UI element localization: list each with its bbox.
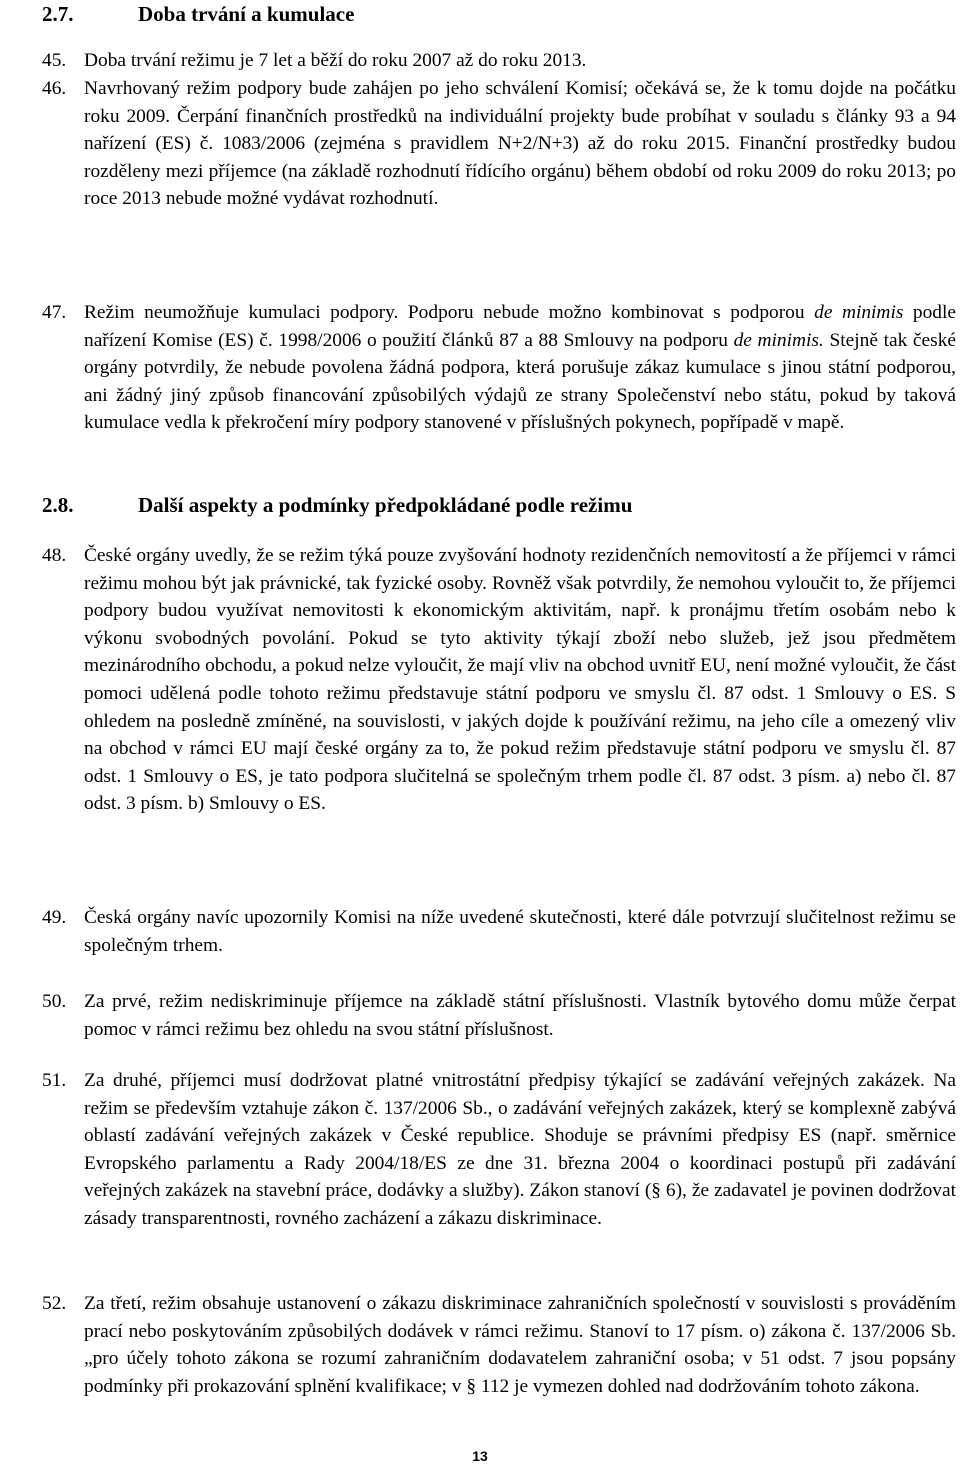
section-heading-2-8 — [42, 492, 632, 519]
paragraph-49 — [42, 904, 956, 959]
paragraph-text-part-2: podle nařízení Komise (ES) č. 1998/2006 o použití článků 87 a 88 Smlouvy na podporu — [84, 302, 956, 351]
paragraph-text: Za třetí, režim obsahuje ustanovení o zákazu diskriminace zahraničních společností v souvislosti s prováděním prací nebo poskytováním způsobilých dodávek v rámci režimu. Stanoví to 17 písm. o) zákona č. 137/2006 Sb. „pro účely tohoto zákona se rozumí zahraničním dodavatelem zahraniční osoba; v 51 odst. 7 jsou popsány podmínky při prokazování splnění kvalifikace; v § 112 je vymezen dohled nad dodržováním tohoto zákona. — [84, 1293, 956, 1397]
paragraph-text: Doba trvání režimu je 7 let a běží do roku 2007 až do roku 2013. — [84, 50, 587, 71]
paragraph-47 — [42, 299, 956, 437]
paragraph-48 — [42, 542, 956, 818]
paragraph-text: České orgány uvedly, že se režim týká pouze zvyšování hodnoty rezidenčních nemovitostí a že příjemci v rámci režimu mohou být jak právnické, tak fyzické osoby. Rovněž však potvrdily, že nemohou vyloučit to, že příjemci podpory budou využívat nemovitosti k ekonomickým aktivitám, např. k pronájmu třetím osobám nebo k výkonu svobodných povolání. Pokud se tyto aktivity týkají zboží nebo služeb, jež jsou předmětem mezinárodního obchodu, a pokud nelze vyloučit, že mají vliv na obchod uvnitř EU, není možné vyloučit, že část pomoci udělená podle tohoto režimu představuje státní podporu ve smyslu čl. 87 odst. 1 Smlouvy o ES. S ohledem na posledně zmíněné, na souvislosti, v jakých dojde k používání režimu, na jeho cíle a omezený vliv na obchod v rámci EU mají české orgány za to, že pokud režim představuje státní podporu ve smyslu čl. 87 odst. 1 Smlouvy o ES, je tato podpora slučitelná se společným trhem podle čl. 87 odst. 3 písm. a) nebo čl. 87 odst. 3 písm. b) Smlouvy o ES. — [84, 545, 956, 815]
paragraph-number: 50. — [42, 991, 67, 1012]
paragraph-45 — [42, 47, 956, 75]
section-title: Doba trvání a kumulace — [138, 2, 355, 26]
paragraph-text-part-1: Režim neumožňuje kumulaci podpory. Podporu nebude možno kombinovat s podporou — [84, 302, 815, 323]
paragraph-52 — [42, 1290, 956, 1400]
paragraph-text: Za druhé, příjemci musí dodržovat platné vnitrostátní předpisy týkající se zadávání veřejných zakázek. Na režim se především vztahuje zákon č. 137/2006 Sb., o zadávání veřejných zakázek, který se komplexně zabývá oblastí zadávání veřejných zakázek v České republice. Shoduje se právními předpisy ES (např. směrnice Evropského parlamentu a Rady 2004/18/ES ze dne 31. března 2004 o koordinaci postupů při zadávání veřejných zakázek na stavební práce, dodávky a služby). Zákon stanoví (§ 6), že zadavatel je povinen dodržovat zásady transparentnosti, rovného zacházení a zákazu diskriminace. — [84, 1070, 956, 1229]
paragraph-text: Za prvé, režim nediskriminuje příjemce na základě státní příslušnosti. Vlastník bytového domu může čerpat pomoc v rámci režimu bez ohledu na svou státní příslušnost. — [84, 991, 956, 1040]
section-number: 2.7. — [42, 2, 74, 26]
paragraph-text-part-3: Stejně tak české orgány potvrdily, že nebude povolena žádná podpora, která porušuje zákaz kumulace s jinou státní podporou, ani žádný jiný způsob financování způsobilých výdajů ze strany Společenství nebo státu, pokud by taková kumulace vedla k překročení míry podpory stanovené v příslušných pokynech, popřípadě v mapě. — [84, 329, 956, 434]
page-number: 13 — [472, 1448, 488, 1464]
paragraph-51 — [42, 1067, 956, 1233]
section-number: 2.8. — [42, 493, 74, 517]
paragraph-46 — [42, 75, 956, 213]
paragraph-italic-2: de minimis. — [733, 329, 824, 351]
paragraph-number: 45. — [42, 50, 67, 71]
paragraph-italic-1: de minimis — [814, 302, 904, 323]
paragraph-text: Navrhovaný režim podpory bude zahájen po jeho schválení Komisí; očekává se, že k tomu dojde na počátku roku 2009. Čerpání finančních prostředků na individuální projekty bude probíhat v souladu s články 93 a 94 nařízení (ES) č. 1083/2006 (zejména s pravidlem N+2/N+3) až do roku 2015. Finanční prostředky budou rozděleny mezi příjemce (na základě rozhodnutí řídícího orgánu) během období od roku 2009 do roku 2013; po roce 2013 nebude možné vydávat rozhodnutí. — [84, 78, 956, 210]
paragraph-50 — [42, 988, 956, 1043]
paragraph-number: 47. — [42, 302, 67, 323]
paragraph-text: Česká orgány navíc upozornily Komisi na níže uvedené skutečnosti, které dále potvrzují slučitelnost režimu se společným trhem. — [84, 907, 956, 956]
paragraph-number: 52. — [42, 1293, 67, 1314]
paragraph-number: 49. — [42, 907, 67, 928]
paragraph-number: 51. — [42, 1070, 67, 1091]
section-heading-2-7 — [42, 1, 354, 28]
paragraph-number: 48. — [42, 545, 67, 566]
paragraph-number: 46. — [42, 78, 67, 99]
section-title: Další aspekty a podmínky předpokládané podle režimu — [138, 493, 633, 517]
